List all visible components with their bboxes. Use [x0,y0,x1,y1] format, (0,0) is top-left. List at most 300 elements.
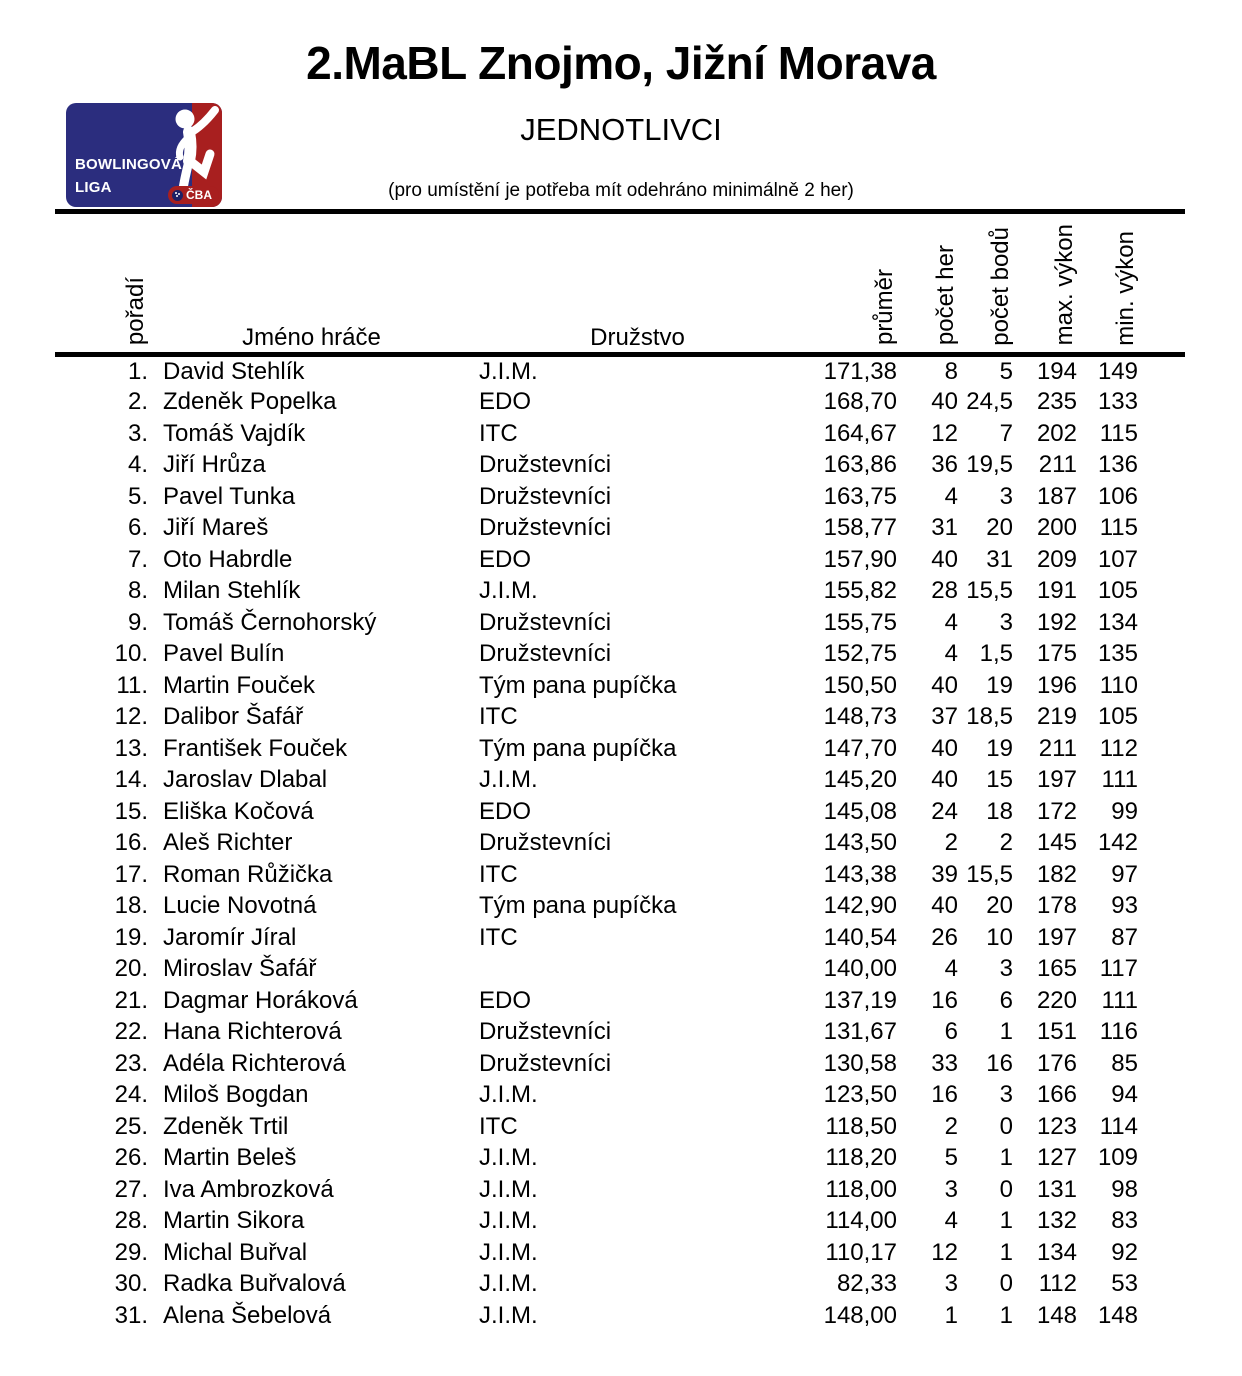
row-spacer-cell [1138,1237,1185,1269]
cell-max: 197 [1036,923,1077,951]
table-row [55,607,1185,639]
cell-min: 87 [1111,923,1138,951]
cell-average: 118,00 [825,1175,897,1203]
cell-rank: 24. [114,1081,148,1109]
column-header-label: Družstvo [590,324,685,352]
cell-max: 127 [1036,1144,1077,1172]
table-row [55,449,1185,481]
cell-points: 3 [999,1081,1013,1109]
cell-team: J.I.M. [479,357,538,385]
cell-average: 157,90 [823,545,897,573]
cell-points: 1 [999,1207,1013,1235]
cell-name: Michal Buřval [163,1238,308,1266]
column-header-label: Jméno hráče [242,324,381,352]
cell-average: 155,82 [823,577,897,605]
table-row [55,1300,1185,1332]
cell-games: 1 [944,1301,958,1329]
cell-average: 143,38 [823,860,897,888]
row-spacer-cell [1138,386,1185,418]
cell-name: Miloš Bogdan [163,1081,309,1109]
cell-rank: 17. [114,860,148,888]
cell-rank: 10. [114,640,148,668]
row-spacer-cell [1138,1079,1185,1111]
standings-table [55,222,1185,1331]
table-row [55,418,1185,450]
cell-max: 202 [1036,419,1077,447]
column-header-label: počet bodů [986,226,1014,346]
cell-name: Zdeněk Trtil [163,1112,289,1140]
cell-average: 158,77 [823,514,897,542]
cell-rank: 8. [127,577,148,605]
cell-points: 18,5 [966,703,1013,731]
cell-average: 168,70 [823,388,897,416]
cell-points: 1 [999,1238,1013,1266]
cell-rank: 23. [114,1049,148,1077]
cell-average: 110,17 [825,1238,897,1266]
cell-min: 136 [1097,451,1138,479]
column-header-label: pořadí [121,277,149,346]
cell-name: Adéla Richterová [163,1049,346,1077]
cell-max: 196 [1036,671,1077,699]
cell-name: Jiří Hrůza [163,451,266,479]
cell-games: 36 [931,451,958,479]
cell-points: 20 [986,892,1013,920]
cell-max: 194 [1036,357,1077,385]
cell-team: Družstevníci [479,1018,612,1046]
cell-average: 147,70 [823,734,897,762]
row-spacer-cell [1138,890,1185,922]
table-row [55,953,1185,985]
cell-max: 220 [1036,986,1077,1014]
cell-rank: 19. [114,923,148,951]
cell-min: 105 [1097,703,1138,731]
cell-name: Eliška Kočová [163,797,314,825]
cell-min: 83 [1111,1207,1138,1235]
row-spacer-cell [1138,764,1185,796]
cell-team: J.I.M. [479,1207,538,1235]
cell-name: Alena Šebelová [163,1301,332,1329]
cell-points: 19 [986,734,1013,762]
cell-team: Družstevníci [479,640,612,668]
cell-name: Oto Habrdle [163,545,293,573]
row-spacer-cell [1138,1205,1185,1237]
cell-rank: 18. [114,892,148,920]
cell-min: 99 [1111,797,1138,825]
row-spacer-cell [1138,449,1185,481]
cell-max: 192 [1036,608,1077,636]
cell-min: 134 [1097,608,1138,636]
cell-games: 31 [931,514,958,542]
column-header-label: max. výkon [1050,224,1078,346]
cell-max: 175 [1036,640,1077,668]
table-row [55,764,1185,796]
cell-name: Martin Sikora [163,1207,305,1235]
cell-min: 93 [1111,892,1138,920]
cell-average: 163,75 [823,482,897,510]
cell-team: Družstevníci [479,451,612,479]
table-header-row [55,222,1185,355]
cell-rank: 14. [114,766,148,794]
cell-average: 123,50 [823,1081,897,1109]
cell-team: EDO [479,545,532,573]
cell-points: 1 [999,1018,1013,1046]
cell-team: J.I.M. [479,766,538,794]
cell-games: 4 [944,640,958,668]
cell-team: ITC [479,703,518,731]
cell-average: 163,86 [823,451,897,479]
cell-average: 114,00 [825,1207,897,1235]
cell-average: 118,20 [825,1144,897,1172]
cell-max: 235 [1036,388,1077,416]
cell-min: 135 [1097,640,1138,668]
cell-max: 165 [1036,955,1077,983]
cell-rank: 21. [114,986,148,1014]
cell-name: Dalibor Šafář [163,703,304,731]
cell-max: 182 [1036,860,1077,888]
cell-team: Družstevníci [479,829,612,857]
cell-points: 20 [986,514,1013,542]
cell-max: 209 [1036,545,1077,573]
column-header-label: průměr [870,269,898,346]
cell-rank: 7. [127,545,148,573]
cell-points: 3 [999,608,1013,636]
cell-games: 8 [944,357,958,385]
cell-average: 130,58 [823,1049,897,1077]
cell-points: 2 [999,829,1013,857]
table-row [55,575,1185,607]
cell-max: 211 [1038,451,1077,479]
cell-name: Hana Richterová [163,1018,342,1046]
cell-min: 149 [1097,357,1138,385]
cell-rank: 12. [114,703,148,731]
cell-min: 106 [1097,482,1138,510]
row-spacer-cell [1138,575,1185,607]
cell-min: 111 [1101,986,1138,1014]
cell-games: 40 [931,388,958,416]
cell-rank: 20. [114,955,148,983]
cell-min: 115 [1099,419,1138,447]
cell-name: Aleš Richter [163,829,293,857]
cell-name: Martin Fouček [163,671,316,699]
cell-games: 40 [931,545,958,573]
cell-average: 82,33 [836,1270,897,1298]
cell-team: Tým pana pupíčka [479,734,677,762]
cell-min: 133 [1097,388,1138,416]
cell-name: Dagmar Horáková [163,986,358,1014]
cell-max: 145 [1036,829,1077,857]
cell-name: Pavel Tunka [163,482,296,510]
cell-average: 145,08 [823,797,897,825]
cell-team: J.I.M. [479,1270,538,1298]
cell-points: 15,5 [966,860,1013,888]
cell-team: Družstevníci [479,608,612,636]
cell-min: 97 [1111,860,1138,888]
cell-points: 0 [999,1112,1013,1140]
cell-average: 140,00 [823,955,897,983]
cell-points: 19 [986,671,1013,699]
row-spacer-cell [1138,638,1185,670]
table-row [55,512,1185,544]
row-spacer-cell [1138,544,1185,576]
row-spacer-cell [1138,701,1185,733]
row-spacer-cell [1138,418,1185,450]
table-row [55,827,1185,859]
cell-points: 5 [999,357,1013,385]
cell-rank: 26. [114,1144,148,1172]
table-row [55,1016,1185,1048]
cell-name: Zdeněk Popelka [163,388,337,416]
cell-rank: 16. [114,829,148,857]
cell-min: 142 [1097,829,1138,857]
cell-games: 4 [944,955,958,983]
cell-team: ITC [479,923,518,951]
cell-games: 16 [931,1081,958,1109]
cell-max: 211 [1038,734,1077,762]
row-spacer-cell [1138,922,1185,954]
cell-average: 152,75 [823,640,897,668]
cell-team: EDO [479,797,532,825]
cell-name: František Fouček [163,734,348,762]
cell-max: 197 [1036,766,1077,794]
cell-games: 40 [931,734,958,762]
cell-name: Tomáš Vajdík [163,419,306,447]
cell-rank: 6. [127,514,148,542]
cell-games: 40 [931,892,958,920]
column-header-max [1013,222,1077,355]
cell-games: 28 [931,577,958,605]
table-row [55,859,1185,891]
cell-name: Pavel Bulín [163,640,285,668]
cell-rank: 29. [114,1238,148,1266]
cell-games: 6 [944,1018,958,1046]
cell-average: 137,19 [823,986,897,1014]
cell-min: 117 [1099,955,1138,983]
header-spacer-cell [1138,222,1185,355]
cell-points: 15,5 [966,577,1013,605]
column-header-rank [55,222,148,355]
table-row [55,1205,1185,1237]
cell-max: 132 [1036,1207,1077,1235]
cell-team: ITC [479,1112,518,1140]
table-row [55,1111,1185,1143]
cell-games: 39 [931,860,958,888]
table-row [55,1174,1185,1206]
row-spacer-cell [1138,733,1185,765]
header-divider [55,209,1185,214]
cell-games: 12 [931,419,958,447]
row-spacer-cell [1138,953,1185,985]
table-row [55,355,1185,387]
cell-points: 3 [999,955,1013,983]
cell-min: 98 [1111,1175,1138,1203]
cell-games: 4 [944,482,958,510]
cell-points: 10 [986,923,1013,951]
cell-team: Družstevníci [479,1049,612,1077]
cell-min: 111 [1101,766,1138,794]
cell-games: 4 [944,608,958,636]
cell-name: Jaromír Jíral [163,923,297,951]
cell-name: Jiří Mareš [163,514,269,542]
cell-games: 26 [931,923,958,951]
cell-min: 92 [1111,1238,1138,1266]
cell-points: 18 [986,797,1013,825]
cell-max: 191 [1036,577,1077,605]
cell-rank: 3. [127,419,148,447]
cell-average: 155,75 [823,608,897,636]
cell-games: 37 [931,703,958,731]
table-row [55,1237,1185,1269]
cell-max: 123 [1036,1112,1077,1140]
cell-average: 143,50 [823,829,897,857]
row-spacer-cell [1138,859,1185,891]
column-header-min [1077,222,1138,355]
column-header-name [148,222,475,355]
cell-min: 94 [1111,1081,1138,1109]
cell-average: 148,73 [823,703,897,731]
cell-min: 105 [1097,577,1138,605]
cell-max: 131 [1036,1175,1077,1203]
page-title: 2.MaBL Znojmo, Jižní Morava [306,37,936,89]
cell-rank: 11. [116,671,148,699]
cell-team: EDO [479,388,532,416]
cell-name: Milan Stehlík [163,577,301,605]
row-spacer-cell [1138,1300,1185,1332]
cell-max: 178 [1036,892,1077,920]
cell-team: Tým pana pupíčka [479,671,677,699]
cell-average: 140,54 [823,923,897,951]
row-spacer-cell [1138,670,1185,702]
row-spacer-cell [1138,512,1185,544]
cell-min: 53 [1111,1270,1138,1298]
cell-points: 24,5 [966,388,1013,416]
cell-points: 19,5 [966,451,1013,479]
table-row [55,544,1185,576]
cell-games: 5 [944,1144,958,1172]
cell-max: 148 [1036,1301,1077,1329]
cell-games: 40 [931,766,958,794]
column-header-label: min. výkon [1111,230,1139,346]
table-body [55,355,1185,1332]
cell-min: 112 [1099,734,1138,762]
row-spacer-cell [1138,355,1185,387]
cell-points: 0 [999,1175,1013,1203]
cell-rank: 22. [114,1018,148,1046]
table-row [55,638,1185,670]
row-spacer-cell [1138,796,1185,828]
cell-name: Roman Růžička [163,860,333,888]
cell-games: 2 [944,1112,958,1140]
cell-average: 171,38 [823,357,897,385]
cell-min: 85 [1111,1049,1138,1077]
cell-team: J.I.M. [479,1175,538,1203]
cell-rank: 1. [127,357,148,385]
table-row [55,890,1185,922]
cell-games: 3 [944,1175,958,1203]
column-header-average [800,222,897,355]
cell-max: 112 [1038,1270,1077,1298]
cell-average: 148,00 [823,1301,897,1329]
row-spacer-cell [1138,1142,1185,1174]
cell-team: Družstevníci [479,482,612,510]
cell-points: 7 [999,419,1013,447]
cell-points: 3 [999,482,1013,510]
table-row [55,1048,1185,1080]
cell-team: ITC [479,860,518,888]
cell-max: 134 [1036,1238,1077,1266]
cell-team: J.I.M. [479,1238,538,1266]
column-header-games [897,222,958,355]
cell-points: 15 [986,766,1013,794]
table-row [55,1268,1185,1300]
cell-average: 131,67 [823,1018,897,1046]
column-header-label: počet her [931,245,959,346]
cell-team: J.I.M. [479,1144,538,1172]
row-spacer-cell [1138,985,1185,1017]
cell-max: 219 [1036,703,1077,731]
cell-team: J.I.M. [479,1081,538,1109]
cell-max: 176 [1036,1049,1077,1077]
cell-min: 115 [1099,514,1138,542]
cell-name: Iva Ambrozková [163,1175,334,1203]
cell-team [475,953,800,985]
qualification-note: (pro umístění je potřeba mít odehráno minimálně 2 her) [388,180,854,201]
table-row [55,922,1185,954]
table-row [55,1079,1185,1111]
cell-name: Miroslav Šafář [163,955,317,983]
row-spacer-cell [1138,607,1185,639]
cell-min: 116 [1099,1018,1138,1046]
cell-points: 16 [986,1049,1013,1077]
cell-min: 107 [1097,545,1138,573]
cell-team: ITC [479,419,518,447]
cell-rank: 25. [114,1112,148,1140]
cell-average: 118,50 [825,1112,897,1140]
cell-rank: 30. [114,1270,148,1298]
cell-name: Lucie Novotná [163,892,317,920]
cell-name: Tomáš Černohorský [163,608,377,636]
cell-rank: 2. [127,388,148,416]
cell-min: 110 [1099,671,1138,699]
column-header-points [958,222,1013,355]
cell-team: EDO [479,986,532,1014]
row-spacer-cell [1138,827,1185,859]
row-spacer-cell [1138,1268,1185,1300]
cell-rank: 28. [114,1207,148,1235]
cell-team: Družstevníci [479,514,612,542]
logo-text-line1: BOWLINGOVÁ [75,156,182,173]
cell-rank: 31. [114,1301,148,1329]
cell-team: Tým pana pupíčka [479,892,677,920]
cell-rank: 13. [114,734,148,762]
cell-games: 12 [931,1238,958,1266]
cell-points: 0 [999,1270,1013,1298]
cell-name: Martin Beleš [163,1144,297,1172]
section-subtitle: JEDNOTLIVCI [520,112,722,147]
cell-games: 24 [931,797,958,825]
cell-points: 1 [999,1144,1013,1172]
table-row [55,796,1185,828]
table-row [55,1142,1185,1174]
table-header [55,222,1185,355]
cell-points: 31 [986,545,1013,573]
cell-name: David Stehlík [163,357,305,385]
cell-average: 142,90 [823,892,897,920]
cell-points: 1 [999,1301,1013,1329]
cell-team: J.I.M. [479,577,538,605]
cell-games: 16 [931,986,958,1014]
cell-max: 166 [1036,1081,1077,1109]
cell-points: 6 [999,986,1013,1014]
